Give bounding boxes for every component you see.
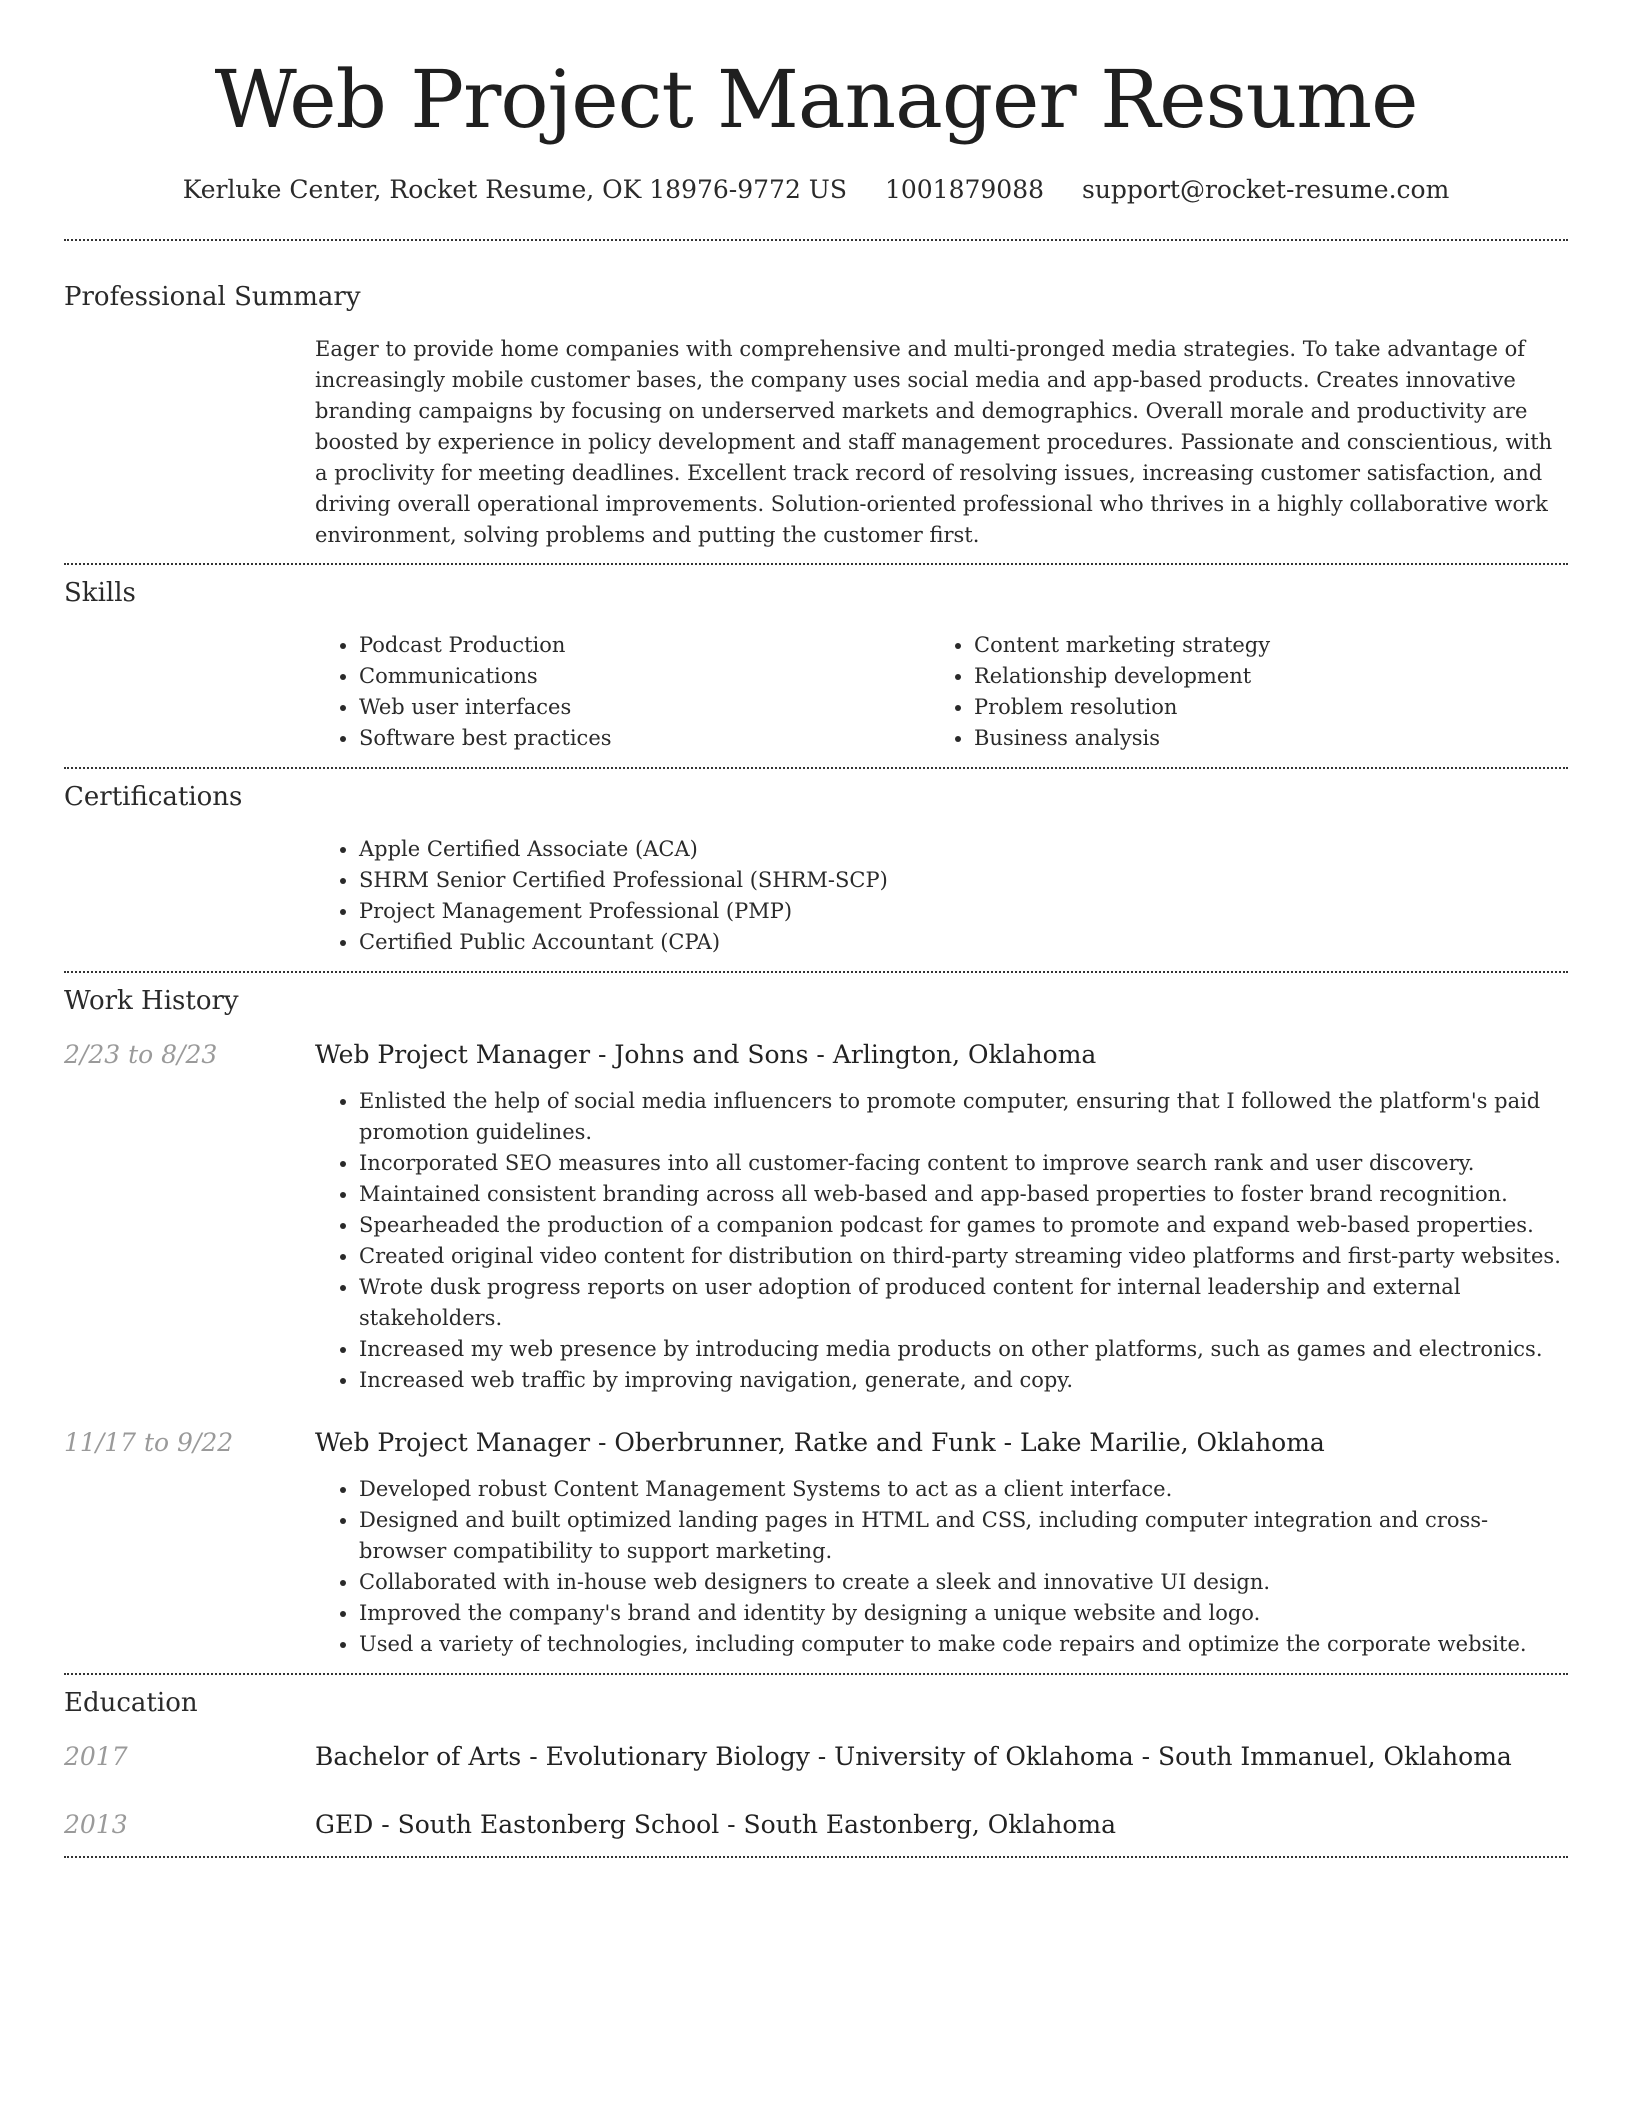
skill-item: • Business analysis bbox=[974, 723, 1568, 754]
education-year: 2017 bbox=[64, 1742, 128, 1771]
job-bullet: • Created original video content for distribution on third-party streaming video platforms and first-party websites. bbox=[359, 1241, 1568, 1272]
summary-text: Eager to provide home companies with comprehensive and multi-pronged media strategies. To take advantage of increasingly mobile customer bases, the company uses social media and app-based products. Creates innovative branding campaigns by focusing on underserved markets and demographics. Overall morale and productivity are boosted by experience in policy development and staff management procedures. Passionate and conscientious, with a proclivity for meeting deadlines. Excellent track record of resolving issues, increasing customer satisfaction, and driving overall operational improvements. Solution-oriented professional who thrives in a highly collaborative work environment, solving problems and putting the customer first. bbox=[315, 337, 1553, 547]
job-heading: Web Project Manager - Oberbrunner, Ratke and Funk - Lake Marilie, Oklahoma bbox=[315, 1428, 1325, 1457]
skill-item: • Problem resolution bbox=[974, 692, 1568, 723]
certifications-section bbox=[64, 769, 1568, 971]
job-entry bbox=[64, 1038, 1568, 1396]
contact-email: support@rocket-resume.com bbox=[1081, 175, 1450, 204]
skills-section bbox=[64, 565, 1568, 767]
job-bullet: • Improved the company's brand and identity by designing a unique website and logo. bbox=[359, 1598, 1568, 1629]
resume-header bbox=[64, 0, 1568, 206]
work-history-section bbox=[64, 973, 1568, 1673]
education-section bbox=[64, 1675, 1568, 1856]
certification-item: • Apple Certified Associate (ACA) bbox=[359, 834, 1568, 865]
skill-item: • Relationship development bbox=[974, 661, 1568, 692]
job-dates: 11/17 to 9/22 bbox=[64, 1428, 234, 1457]
job-dates: 2/23 to 8/23 bbox=[64, 1040, 218, 1069]
contact-phone: 1001879088 bbox=[884, 175, 1045, 204]
divider bbox=[64, 1856, 1568, 1858]
skills-heading: Skills bbox=[64, 578, 136, 608]
skill-item: • Podcast Production bbox=[359, 630, 930, 661]
job-bullet: • Maintained consistent branding across all web-based and app-based properties to foster brand recognition. bbox=[359, 1179, 1568, 1210]
job-bullets bbox=[315, 1086, 1568, 1396]
job-bullets bbox=[315, 1474, 1568, 1660]
job-bullet: • Collaborated with in-house web designers to create a sleek and innovative UI design. bbox=[359, 1567, 1568, 1598]
job-bullet: • Enlisted the help of social media influencers to promote computer, ensuring that I followed the platform's paid promotion guidelines. bbox=[359, 1086, 1568, 1148]
education-entry bbox=[64, 1808, 1568, 1842]
contact-line bbox=[64, 174, 1568, 206]
job-bullet: • Increased web traffic by improving navigation, generate, and copy. bbox=[359, 1365, 1568, 1396]
resume-title: Web Project Manager Resume bbox=[214, 53, 1418, 146]
job-bullet: • Used a variety of technologies, including computer to make code repairs and optimize the corporate website. bbox=[359, 1629, 1568, 1660]
certification-item: • SHRM Senior Certified Professional (SHRM-SCP) bbox=[359, 865, 1568, 896]
job-bullet: • Wrote dusk progress reports on user adoption of produced content for internal leadership and external stakeholders. bbox=[359, 1272, 1568, 1334]
job-header bbox=[64, 1426, 1568, 1460]
certifications-list bbox=[315, 834, 1568, 958]
education-heading-text: Bachelor of Arts - Evolutionary Biology - University of Oklahoma - South Immanuel, Oklahoma bbox=[315, 1742, 1512, 1771]
education-entry bbox=[64, 1740, 1568, 1774]
job-heading: Web Project Manager - Johns and Sons - Arlington, Oklahoma bbox=[315, 1040, 1097, 1069]
job-bullet: • Increased my web presence by introducing media products on other platforms, such as games and electronics. bbox=[359, 1334, 1568, 1365]
skill-item: • Communications bbox=[359, 661, 930, 692]
skill-item: • Content marketing strategy bbox=[974, 630, 1568, 661]
skills-list bbox=[315, 630, 1568, 754]
work-history-heading: Work History bbox=[64, 986, 239, 1016]
education-heading: Education bbox=[64, 1688, 198, 1718]
education-heading-text: GED - South Eastonberg School - South Eastonberg, Oklahoma bbox=[315, 1810, 1117, 1839]
skill-item: • Web user interfaces bbox=[359, 692, 930, 723]
skills-column-left bbox=[315, 630, 930, 754]
certifications-heading: Certifications bbox=[64, 782, 243, 812]
job-entry bbox=[64, 1426, 1568, 1660]
job-bullet: • Designed and built optimized landing pages in HTML and CSS, including computer integration and cross-browser compatibility to support marketing. bbox=[359, 1505, 1568, 1567]
contact-address: Kerluke Center, Rocket Resume, OK 18976-9772 US bbox=[182, 175, 848, 204]
skills-column-right bbox=[930, 630, 1568, 754]
job-bullet: • Incorporated SEO measures into all customer-facing content to improve search rank and user discovery. bbox=[359, 1148, 1568, 1179]
skill-item: • Software best practices bbox=[359, 723, 930, 754]
job-bullet: • Spearheaded the production of a companion podcast for games to promote and expand web-based properties. bbox=[359, 1210, 1568, 1241]
summary-heading: Professional Summary bbox=[64, 282, 361, 312]
job-bullet: • Developed robust Content Management Systems to act as a client interface. bbox=[359, 1474, 1568, 1505]
certification-item: • Certified Public Accountant (CPA) bbox=[359, 927, 1568, 958]
education-year: 2013 bbox=[64, 1810, 128, 1839]
job-header bbox=[64, 1038, 1568, 1072]
summary-section bbox=[64, 241, 1568, 563]
certification-item: • Project Management Professional (PMP) bbox=[359, 896, 1568, 927]
